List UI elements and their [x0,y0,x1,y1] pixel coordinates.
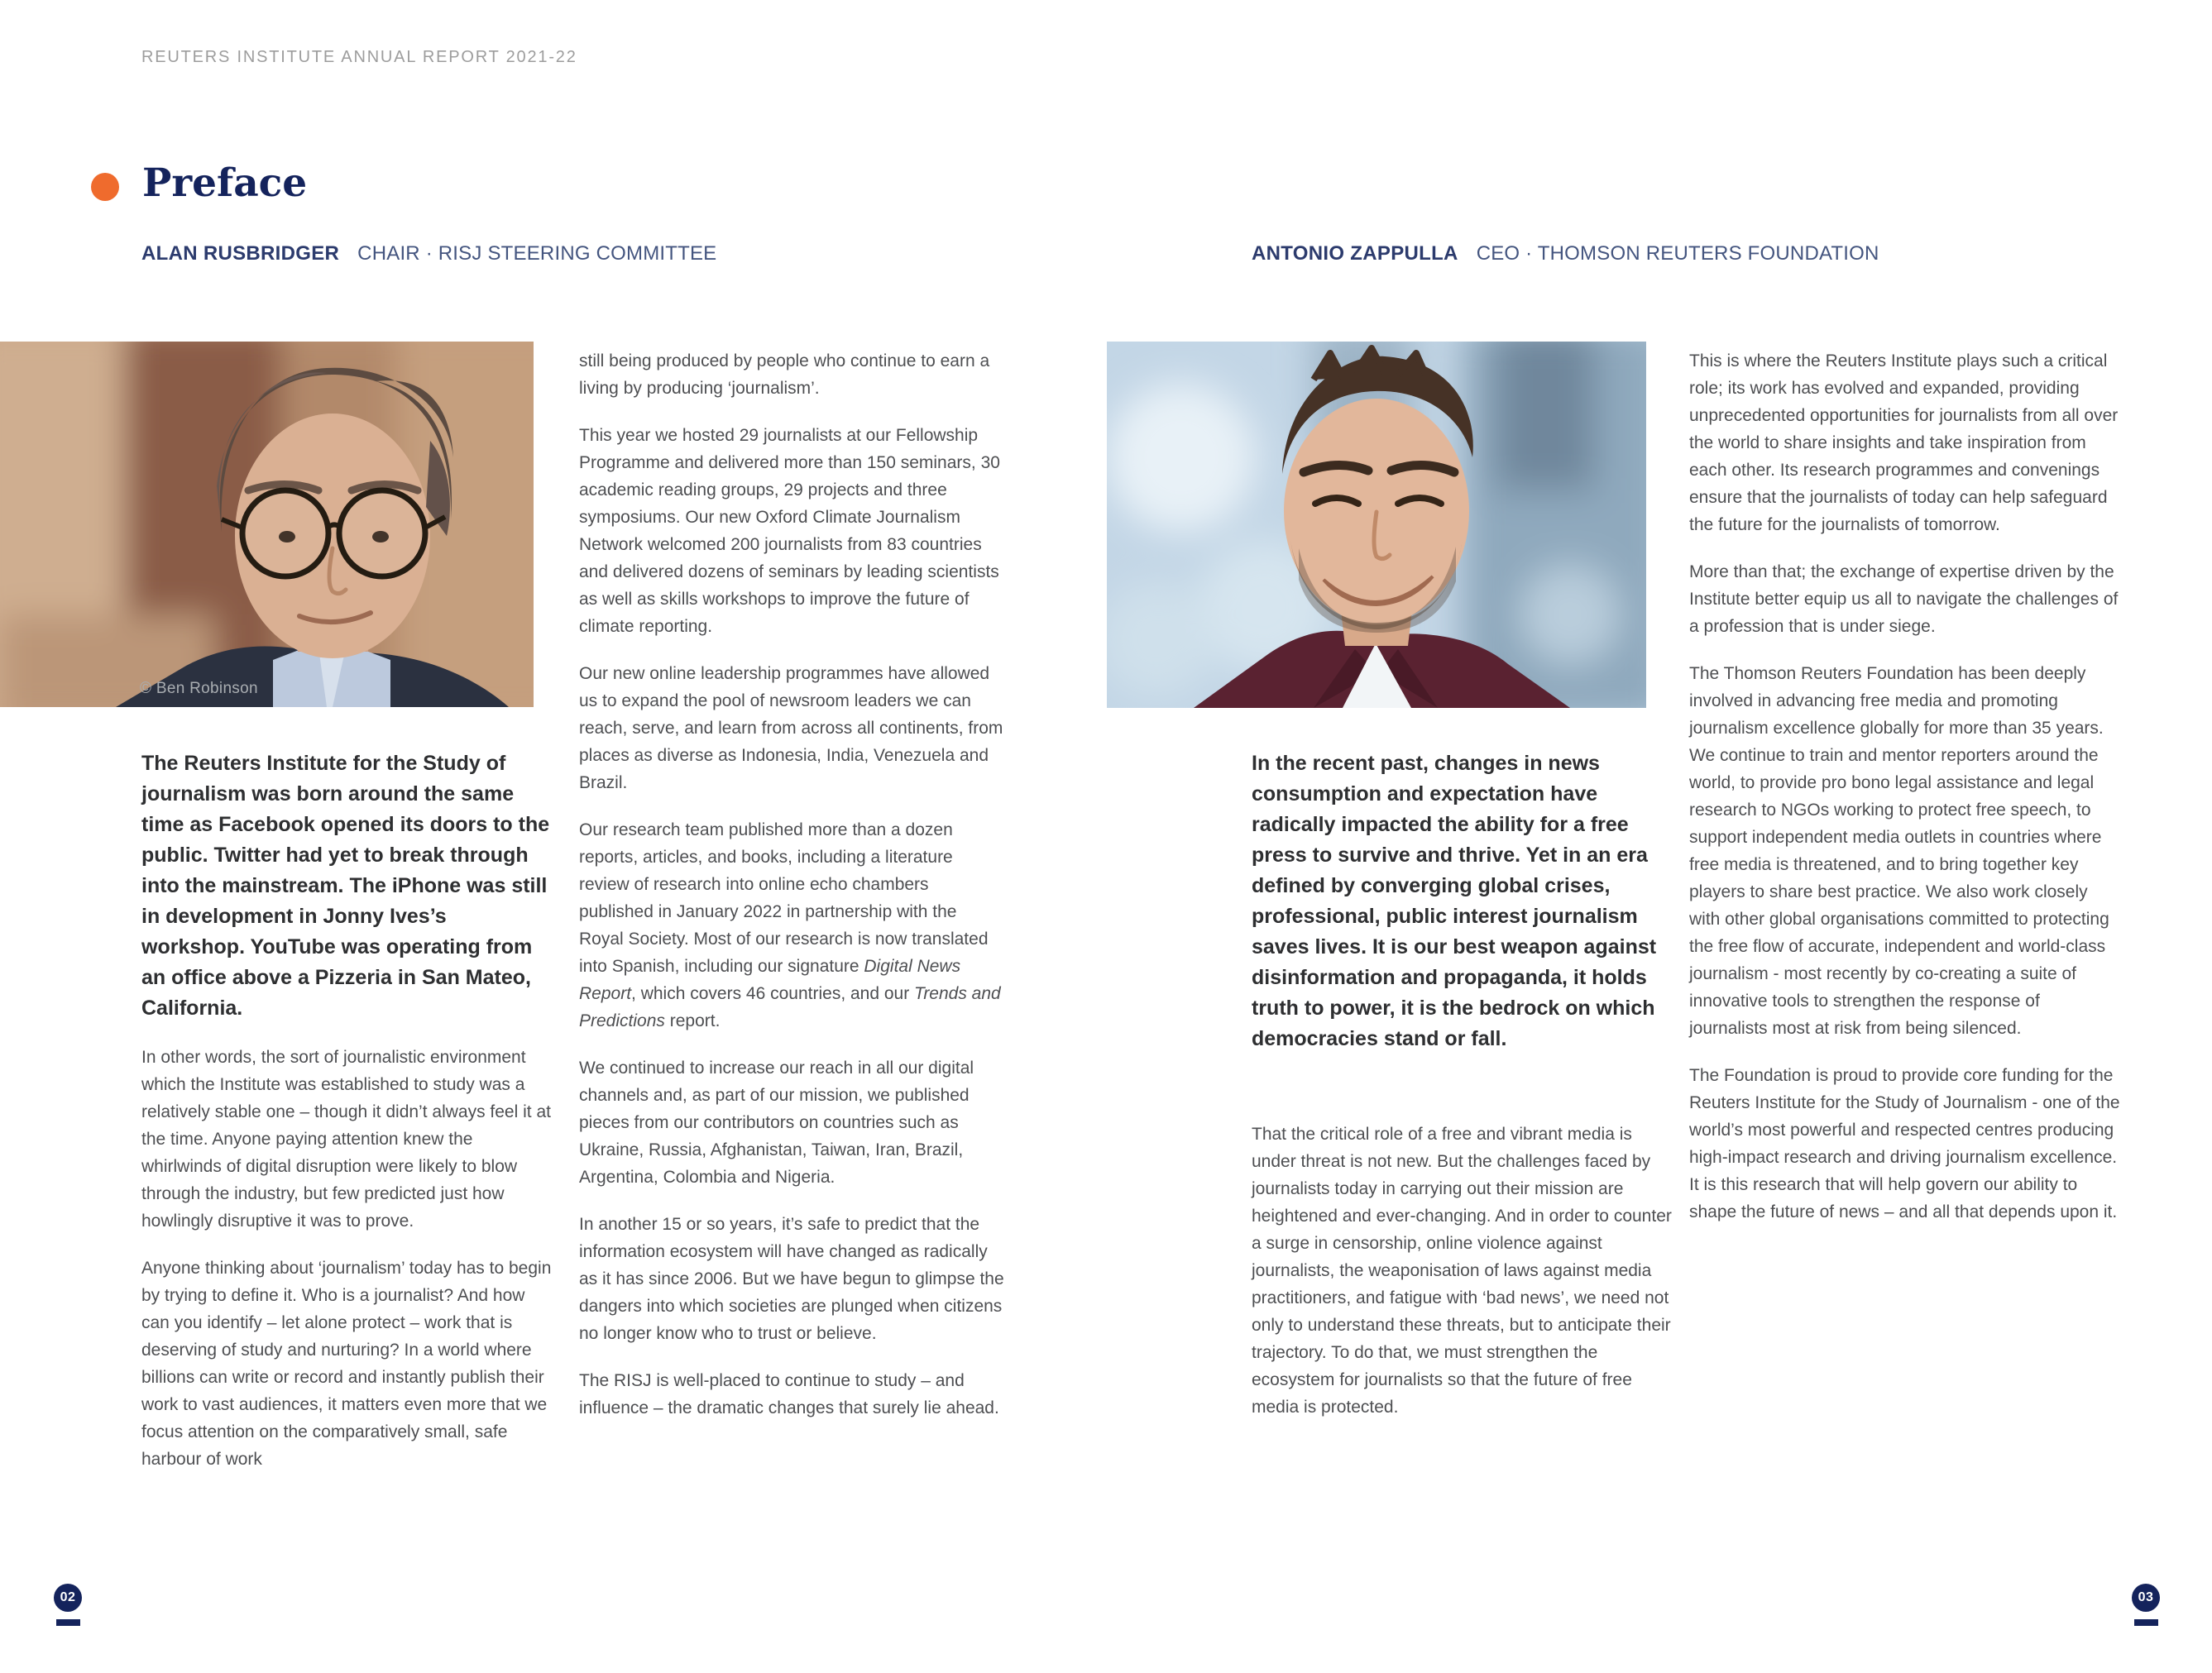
lead-paragraph: In the recent past, changes in news consumption and expectation have radically impacted the ability for a free press to survive and thrive. Yet in an era defined by converging global crises, professional, public interest journalism saves lives. It is our best weapon against disinformation and propaganda, it holds truth to power, it is the bedrock on which democracies stand or fall. [1252,752,1657,1050]
trends-predictions-title: Trends and Predictions [579,984,1001,1030]
author-name: ALAN RUSBRIDGER [141,242,340,265]
right-article-column-1 [1252,748,1672,1421]
body-paragraph: The Foundation is proud to provide core funding for the Reuters Institute for the Study of Journalism - one of the world’s most powerful and respected centres producing high-impact research and driving journalism excellence. It is this research that will help govern our ability to shape the future of news – and all that depends upon it. [1689,1066,2120,1221]
body-paragraph: Anyone thinking about ‘journalism’ today has to begin by trying to define it. Who is a journalist? And how can you identify – let alone protect – work that is deserving of study and nurturing? In a world where billions can write or record and instantly publish their work to vast audiences, it matters even more that we focus attention on the comparatively small, safe harbour of work [141,1259,552,1469]
page-number-badge: 03 [2132,1584,2160,1612]
body-paragraph: still being produced by people who continue to earn a living by producing ‘journalism’. [579,351,990,398]
body-paragraph: In another 15 or so years, it’s safe to predict that the information ecosystem will have changed as radically as it has since 2006. But we have begun to glimpse the dangers into which societies are plunged when citizens no longer know who to trust or believe. [579,1215,1004,1343]
body-paragraph: This is where the Reuters Institute plays such a critical role; its work has evolved and expanded, providing unprecedented opportunities for journalists from all over the world to share insights and take inspiration from each other. Its research programmes and convenings ensure that the journalists of today can help safeguard the future for the journalists of tomorrow. [1689,351,2119,534]
left-article-column-2 [579,347,1005,1422]
page-number-left [51,1584,84,1626]
body-paragraph: That the critical role of a free and vibrant media is under threat is not new. But the challenges faced by journalists today in carrying out their mission are heightened and ever-changing. And in order to counter a surge in censorship, online violence against journalists, the weaponisation of laws against media practitioners, and fatigue with ‘bad news’, we need not only to understand these threats, but to anticipate their trajectory. To do that, we must strengthen the ecosystem for journalists so that the future of free media is protected. [1252,1125,1672,1417]
body-paragraph: More than that; the exchange of expertise driven by the Institute better equip us all to navigate the challenges of a profession that is under siege. [1689,562,2119,636]
body-paragraph: The RISJ is well-placed to continue to study – and influence – the dramatic changes that surely lie ahead. [579,1371,999,1417]
author-name: ANTONIO ZAPPULLA [1252,242,1458,265]
portrait-photo-antonio-zappulla [1107,342,1646,708]
body-paragraph: We continued to increase our reach in all our digital channels and, as part of our mission, we published pieces from our contributors on countries such as Ukraine, Russia, Afghanistan, Taiwan, Iran, Brazil, Argentina, Colombia and Nigeria. [579,1059,974,1187]
author-role: CEO · THOMSON REUTERS FOUNDATION [1476,242,1879,265]
research-text: report. [664,1011,721,1030]
page-number-underline [2134,1619,2158,1626]
page-title: Preface [142,160,308,206]
portrait-antonio-illustration [1107,342,1646,708]
body-paragraph: The Thomson Reuters Foundation has been deeply involved in advancing free media and promoting journalism excellence globally for more than 35 years. We continue to train and mentor reporters around the world, to provide pro bono legal assistance and legal research to NGOs working to protect free speech, to support independent media outlets in countries where free media is threatened, and to bring together key players to share best practice. We also work closely with other global organisations committed to protecting the free flow of accurate, independent and world-class journalism - most recently by co-creating a suite of innovative tools to strengthen the response of journalists most at risk from being silenced. [1689,664,2109,1038]
byline-alan-rusbridger [141,242,716,265]
report-header-label: REUTERS INSTITUTE ANNUAL REPORT 2021-22 [141,48,577,66]
page-number-badge: 02 [54,1584,82,1612]
bullet-dot-icon [91,173,119,201]
left-article-column-1 [141,748,555,1473]
portrait-alan-illustration [0,342,534,707]
digital-news-report-title: Digital News Report [579,957,961,1003]
portrait-photo-alan-rusbridger [0,342,534,707]
byline-antonio-zappulla [1252,242,1879,265]
body-paragraph: Our new online leadership programmes have allowed us to expand the pool of newsroom leaders we can reach, serve, and learn from across all continents, from places as diverse as Indonesia, India, Venezuela and Brazil. [579,664,1003,792]
author-role: CHAIR · RISJ STEERING COMMITTEE [357,242,717,265]
photo-credit-caption: © Ben Robinson [140,680,258,697]
research-text: , which covers 46 countries, and our [631,984,915,1003]
right-article-column-2 [1689,347,2121,1226]
body-paragraph: In other words, the sort of journalistic environment which the Institute was established to study was a relatively stable one – though it didn’t always feel it at the time. Anyone paying attention knew the whirlwinds of digital disruption were likely to blow through the industry, but few predicted just how howlingly disruptive it was to prove. [141,1048,551,1231]
research-text: Our research team published more than a dozen reports, articles, and books, including a literature review of research into online echo chambers published in January 2022 in partnership with the Royal Society. Most of our research is now translated into Spanish, including our signature [579,820,989,976]
section-title-row [91,160,308,206]
body-paragraph: This year we hosted 29 journalists at our Fellowship Programme and delivered more than 150 seminars, 30 academic reading groups, 29 projects and three symposiums. Our new Oxford Climate Journalism Network welcomed 200 journalists from 83 countries and delivered dozens of seminars by leading scientists as well as skills workshops to improve the future of climate reporting. [579,426,1000,636]
body-paragraph-research [579,816,1005,1035]
lead-paragraph: The Reuters Institute for the Study of journalism was born around the same time as Facebook opened its doors to the public. Twitter had yet to break through into the mainstream. The iPhone was still in development in Jonny Ives’s workshop. YouTube was operating from an office above a Pizzeria in San Mateo, California. [141,752,550,1020]
page-number-underline [56,1619,80,1626]
page-number-right [2129,1584,2162,1626]
